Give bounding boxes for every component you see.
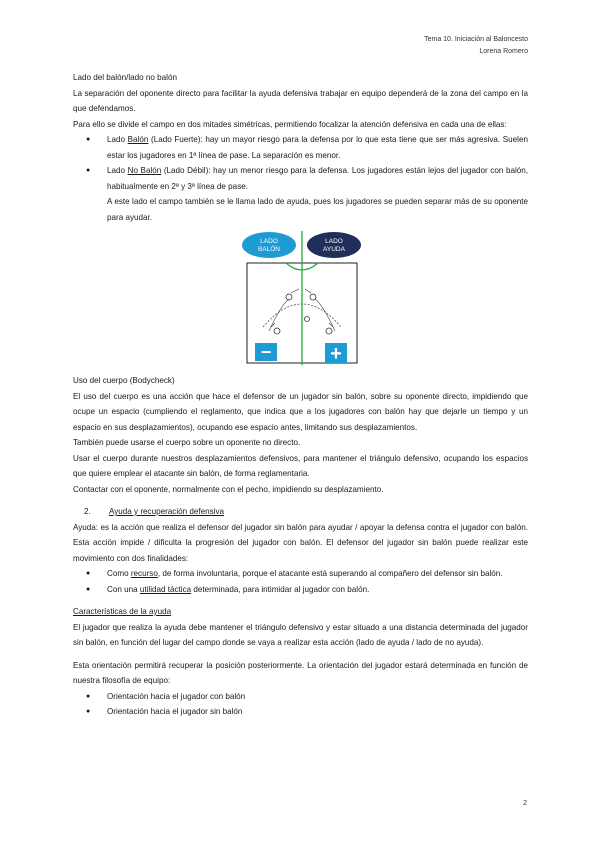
paragraph: A este lado el campo también se le llama lado de ayuda, pues los jugadores se pueden separar más de su oponente para ayudar. bbox=[107, 197, 528, 222]
underlined-term: No Balón bbox=[127, 166, 162, 175]
player-mark bbox=[326, 328, 332, 334]
text-run: , de forma involuntaria, porque el atacante está superando al compañero del defensor sin balón. bbox=[157, 569, 503, 578]
plus-sign: + bbox=[330, 343, 342, 365]
section-title-lado-balon: Lado del balón/lado no balón bbox=[73, 73, 177, 82]
text-run: (Lado Fuerte): hay un mayor riesgo para la defensa por lo que esta tiene que ser más agresiva. Suelen estar los jugadores en 1ª línea de pase. La separación es menor. bbox=[107, 135, 528, 160]
text-run: Lado bbox=[107, 166, 128, 175]
list-item: ● Orientación hacia el jugador con balón bbox=[73, 689, 528, 705]
court-diagram bbox=[241, 231, 363, 366]
underlined-term: utilidad táctica bbox=[139, 584, 192, 594]
page-header bbox=[424, 34, 528, 58]
bullet-list bbox=[73, 132, 528, 194]
list-item bbox=[73, 132, 528, 163]
underlined-term: Balón bbox=[127, 135, 149, 144]
underlined-term: recurso bbox=[130, 569, 158, 578]
list-item bbox=[73, 163, 528, 194]
text-run: determinada, para intimidar al jugador con balón. bbox=[191, 584, 370, 594]
section-heading-ayuda bbox=[73, 504, 528, 520]
paragraph: También puede usarse el cuerpo sobre un oponente no directo. bbox=[73, 438, 301, 447]
text-run: (Lado Débil): hay un menor riesgo para la defensa. Los jugadores están lejos del jugador con balón, habitualmente en 2ª y 3ª línea de pase. bbox=[107, 166, 529, 191]
list-item: ● Orientación hacia el jugador sin balón bbox=[73, 704, 528, 720]
paragraph bbox=[73, 520, 528, 567]
paragraph: Contactar con el oponente, normalmente con el pecho, impidiendo su desplazamiento. bbox=[73, 484, 384, 494]
label-right-2: AYUDA bbox=[323, 246, 345, 253]
term-ayuda: Ayuda: bbox=[73, 522, 99, 532]
bullet-list bbox=[73, 689, 528, 720]
lado-balon-badge bbox=[242, 232, 296, 258]
lado-ayuda-badge bbox=[307, 232, 361, 258]
section-number: 2. bbox=[84, 507, 91, 516]
court-diagram-svg bbox=[241, 231, 363, 366]
text-run: Como bbox=[107, 569, 131, 578]
section-title-caracteristicas: Características de la ayuda bbox=[73, 607, 172, 616]
label-right-1: LADO bbox=[325, 238, 343, 245]
minus-sign: − bbox=[260, 342, 272, 362]
paragraph: Esta orientación permitirá recuperar la posición posteriormente. La orientación del jugador estará determinada en función de nuestra filosofía de equipo: bbox=[73, 660, 528, 685]
list-item bbox=[73, 582, 528, 598]
paragraph: El uso del cuerpo es una acción que hace el defensor de un jugador sin balón, sobre su oponente directo, impidiendo que ocupe un espacio (cumpliendo el reglamento, que indica que a los jugadores con balón hay que dejarle un tiempo y un espacio en sus desplazamientos), ocupando ese espacio antes, limitando sus desplazamientos. bbox=[73, 391, 528, 432]
text-run: Lado bbox=[107, 135, 128, 144]
section-title-bodycheck: Uso del cuerpo (Bodycheck) bbox=[73, 376, 175, 385]
header-author: Lorena Romero bbox=[479, 48, 528, 55]
paragraph: Para ello se divide el campo en dos mitades simétricas, permitiendo focalizar la atención defensiva en cada una de ellas: bbox=[73, 119, 507, 129]
document-body bbox=[73, 70, 528, 720]
player-mark bbox=[274, 328, 280, 334]
player-mark bbox=[310, 294, 316, 300]
header-topic: Tema 10. Iniciación al Baloncesto bbox=[424, 36, 528, 43]
page-number: 2 bbox=[523, 800, 527, 807]
bullet-list bbox=[73, 566, 528, 597]
list-item bbox=[73, 566, 528, 582]
paragraph: Usar el cuerpo durante nuestros desplazamientos defensivos, para mantener el triángulo defensivo, ocupando los espacios que quiere emplear el atacante sin balón, de forma reglamentaria. bbox=[73, 453, 528, 478]
paragraph: El jugador que realiza la ayuda debe mantener el triángulo defensivo y estar situado a una distancia determinada del jugador sin balón, en función del lugar del campo donde se vaya a realizar esta acción (lado de ayuda / lado de no ayuda). bbox=[73, 622, 528, 647]
text-run: es la acción que realiza el defensor del jugador sin balón para ayudar / apoyar la defensa contra el jugador con balón. Esta acción impide / dificulta la progresión del jugador con balón. El defensor del jugador sin balón puede realizar este movimiento con dos finalidades: bbox=[73, 522, 528, 563]
section-title: Ayuda y recuperación defensiva bbox=[109, 507, 225, 516]
player-mark bbox=[305, 317, 310, 322]
text-run: Con una bbox=[107, 584, 140, 594]
label-left-2: BALÓN bbox=[257, 246, 281, 253]
label-left-1: LADO bbox=[260, 238, 278, 245]
paragraph: La separación del oponente directo para facilitar la ayuda defensiva trabajar en equipo dependerá de la zona del campo en la que defendamos. bbox=[73, 88, 528, 113]
